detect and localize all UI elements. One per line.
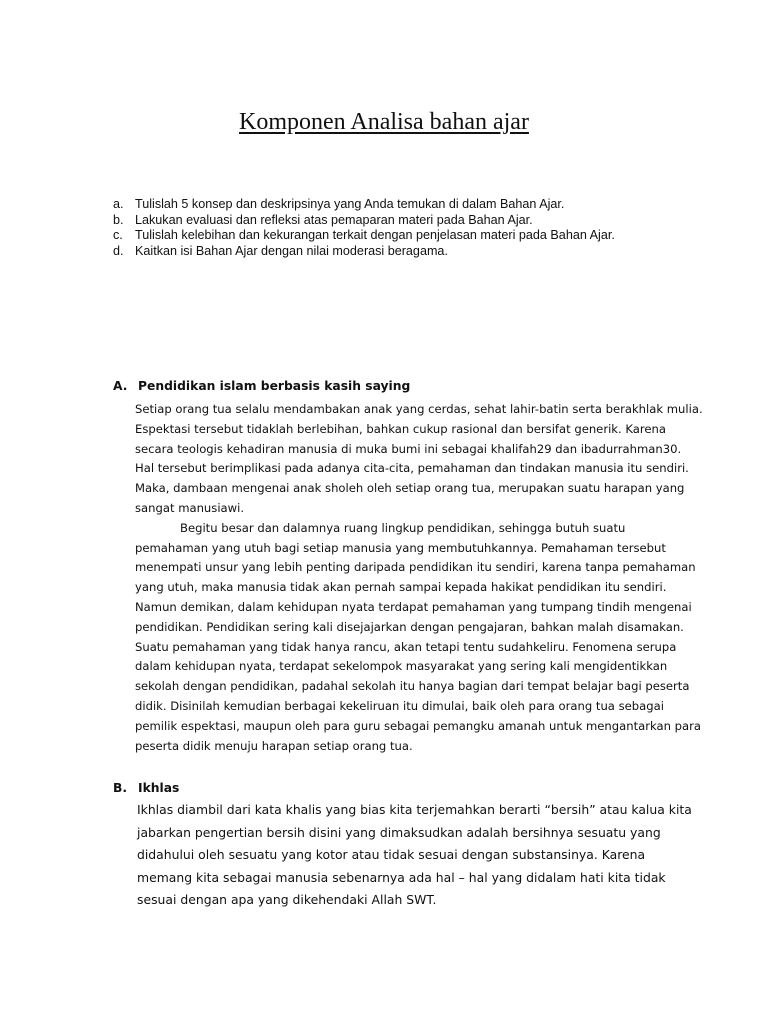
- section-b-title: Ikhlas: [138, 781, 180, 795]
- task-item: [113, 244, 615, 260]
- section-b-marker: B.: [113, 781, 128, 795]
- paragraph-line: Setiap orang tua selalu mendambakan anak yang cerdas, sehat lahir-batin serta berakhlak mulia.: [135, 402, 703, 416]
- paragraph-line: Ikhlas diambil dari kata khalis yang bias kita terjemahkan berarti “bersih” atau kalua kita: [137, 802, 692, 817]
- task-item: [113, 197, 615, 213]
- paragraph-line: sekolah dengan pendidikan, padahal sekolah itu hanya bagian dari tempat belajar bagi peserta: [135, 679, 690, 694]
- paragraph-line: sangat manusiawi.: [135, 500, 245, 515]
- paragraph-line: Espektasi tersebut tidaklah berlebihan, bahkan cukup rasional dan bersifat generik. Karena: [135, 421, 666, 436]
- section-a-marker: A.: [113, 379, 128, 393]
- paragraph-line: pemilik espektasi, maupun oleh para guru sebagai pemangku amanah untuk mengantarkan para: [135, 718, 701, 733]
- section-b-body: [137, 799, 692, 912]
- paragraph-line: jabarkan pengertian bersih disini yang dimaksudkan adalah bersihnya sesuatu yang: [137, 824, 661, 840]
- task-marker: c.: [113, 228, 123, 242]
- section-b-heading: [113, 781, 179, 795]
- section-a-heading: [113, 379, 410, 393]
- section-a-title: Pendidikan islam berbasis kasih saying: [138, 379, 411, 393]
- section-a-body: [135, 400, 703, 756]
- task-marker: a.: [113, 197, 124, 211]
- paragraph-line: didik. Disinilah kemudian berbagai kekeliruan itu dimulai, baik oleh para orang tua sebagai: [135, 698, 664, 713]
- paragraph-line: dalam kehidupan nyata, terdapat sekelompok masyarakat yang sering kali mengidentikkan: [135, 659, 668, 674]
- task-marker: d.: [113, 243, 124, 258]
- paragraph-line: menempati unsur yang lebih penting daripada pendidikan itu sendiri, karena tanpa pemahaman: [135, 560, 696, 575]
- task-item: [113, 228, 615, 244]
- paragraph-line: Suatu pemahaman yang tidak hanya rancu, akan tetapi tentu sudahkeliru. Fenomena serupa: [135, 639, 677, 654]
- paragraph-line: Begitu besar dan dalamnya ruang lingkup pendidikan, sehingga butuh suatu: [180, 520, 626, 535]
- document-title: Komponen Analisa bahan ajar: [239, 109, 529, 135]
- paragraph-line: peserta didik menuju harapan setiap orang tua.: [135, 738, 413, 753]
- paragraph-line: secara teologis kehadiran manusia di muka bumi ini sebagai khalifah29 dan ibadurrahman30.: [135, 441, 682, 456]
- task-list: [113, 197, 615, 259]
- paragraph-line: sesuai dengan apa yang dikehendaki Allah SWT.: [137, 892, 437, 908]
- paragraph-line: memang kita sebagai manusia sebenarnya ada hal – hal yang didalam hati kita tidak: [137, 869, 666, 885]
- task-marker: b.: [113, 212, 124, 227]
- paragraph-line: pendidikan. Pendidikan sering kali disejajarkan dengan pengajaran, bahkan malah disamakan.: [135, 619, 684, 634]
- paragraph-line: Namun demikan, dalam kehidupan nyata terdapat pemahaman yang tumpang tindih mengenai: [135, 599, 692, 614]
- paragraph-line: Hal tersebut berimplikasi pada adanya cita-cita, pemahaman dan tindakan manusia itu sendiri.: [135, 461, 689, 476]
- task-text: Tulislah 5 konsep dan deskripsinya yang Anda temukan di dalam Bahan Ajar.: [135, 197, 565, 211]
- task-text: Tulislah kelebihan dan kekurangan terkait dengan penjelasan materi pada Bahan Ajar.: [135, 228, 615, 242]
- task-text: Kaitkan isi Bahan Ajar dengan nilai moderasi beragama.: [135, 243, 448, 258]
- paragraph-line: yang utuh, maka manusia tidak akan pernah sampai kepada hakikat pendidikan itu sendiri.: [135, 580, 667, 595]
- paragraph-line: pemahaman yang utuh bagi setiap manusia yang membutuhkannya. Pemahaman tersebut: [135, 540, 666, 555]
- task-text: Lakukan evaluasi dan refleksi atas pemaparan materi pada Bahan Ajar.: [135, 212, 533, 227]
- paragraph-line: didahului oleh sesuatu yang kotor atau tidak sesuai dengan substansinya. Karena: [137, 847, 646, 863]
- task-item: [113, 213, 615, 229]
- paragraph-line: Maka, dambaan mengenai anak sholeh oleh setiap orang tua, merupakan suatu harapan yang: [135, 481, 685, 496]
